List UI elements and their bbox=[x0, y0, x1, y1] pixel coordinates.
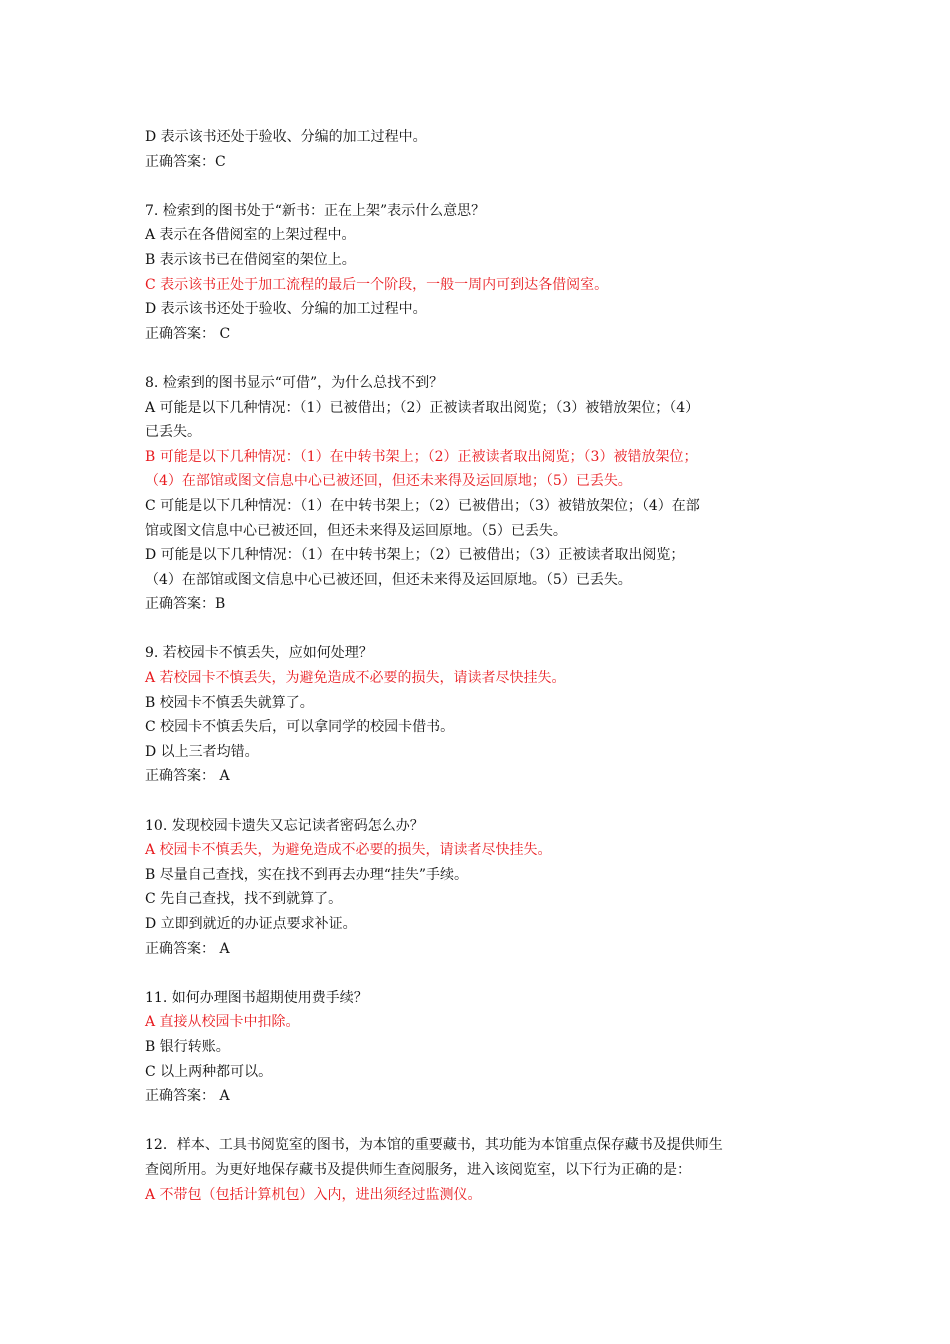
text-line: 正确答案： C bbox=[145, 325, 231, 342]
text-line: D 以上三者均错。 bbox=[145, 743, 259, 760]
text-line: C 可能是以下几种情况：（1）在中转书架上；（2）已被借出；（3）被错放架位；（4）在部 bbox=[145, 497, 700, 514]
paragraph-spacer bbox=[145, 617, 810, 642]
highlighted-answer-line: C 表示该书正处于加工流程的最后一个阶段，一般一周内可到达各借阅室。 bbox=[145, 276, 609, 293]
text-line: 正确答案： A bbox=[145, 768, 230, 785]
text-line: 查阅所用。为更好地保存藏书及提供师生查阅服务，进入该阅览室，以下行为正确的是： bbox=[145, 1161, 691, 1178]
text-line: 7. 检索到的图书处于“新书：正在上架”表示什么意思？ bbox=[145, 202, 486, 219]
highlighted-answer-line: A 直接从校园卡中扣除。 bbox=[145, 1014, 300, 1031]
text-line: B 银行转账。 bbox=[145, 1038, 230, 1055]
text-line: A 可能是以下几种情况：（1）已被借出；（2）正被读者取出阅览；（3）被错放架位；（4） bbox=[145, 399, 700, 416]
document-page bbox=[145, 125, 810, 1207]
text-line: 10. 发现校园卡遗失又忘记读者密码怎么办？ bbox=[145, 817, 424, 834]
text-line: 正确答案：C bbox=[145, 153, 226, 170]
text-line: 馆或图文信息中心已被还回，但还未来得及运回原地。（5）已丢失。 bbox=[145, 522, 567, 539]
text-line: C 以上两种都可以。 bbox=[145, 1063, 273, 1080]
text-line: D 可能是以下几种情况：（1）在中转书架上；（2）已被借出；（3）正被读者取出阅览； bbox=[145, 547, 685, 564]
text-line: C 先自己查找，找不到就算了。 bbox=[145, 891, 343, 908]
highlighted-answer-line: B 可能是以下几种情况：（1）在中转书架上；（2）正被读者取出阅览；（3）被错放架位； bbox=[145, 448, 698, 465]
paragraph-spacer bbox=[145, 174, 810, 199]
text-line: A 表示在各借阅室的上架过程中。 bbox=[145, 227, 356, 244]
paragraph-spacer bbox=[145, 961, 810, 986]
text-line: B 校园卡不慎丢失就算了。 bbox=[145, 694, 314, 711]
text-line: B 表示该书已在借阅室的架位上。 bbox=[145, 251, 356, 268]
text-line: 正确答案： A bbox=[145, 1088, 230, 1105]
text-line: C 校园卡不慎丢失后，可以拿同学的校园卡借书。 bbox=[145, 719, 455, 736]
text-line: D 立即到就近的办证点要求补证。 bbox=[145, 916, 357, 932]
text-line: 正确答案： A bbox=[145, 940, 230, 957]
text-line: D 表示该书还处于验收、分编的加工过程中。 bbox=[145, 129, 427, 145]
paragraph-spacer bbox=[145, 1109, 810, 1134]
highlighted-answer-line: A 校园卡不慎丢失，为避免造成不必要的损失，请读者尽快挂失。 bbox=[145, 842, 552, 859]
highlighted-answer-line: A 若校园卡不慎丢失，为避免造成不必要的损失，请读者尽快挂失。 bbox=[145, 670, 566, 687]
text-line: 8. 检索到的图书显示“可借”，为什么总找不到？ bbox=[145, 374, 444, 391]
text-line: 12．样本、工具书阅览室的图书，为本馆的重要藏书，其功能为本馆重点保存藏书及提供师生 bbox=[145, 1137, 723, 1154]
highlighted-answer-line: （4）在部馆或图文信息中心已被还回，但还未来得及运回原地；（5）已丢失。 bbox=[145, 473, 632, 490]
text-line: 9. 若校园卡不慎丢失，应如何处理？ bbox=[145, 645, 373, 662]
text-line: （4）在部馆或图文信息中心已被还回，但还未来得及运回原地。（5）已丢失。 bbox=[145, 571, 632, 588]
text-line: D 表示该书还处于验收、分编的加工过程中。 bbox=[145, 301, 427, 318]
text-line: B 尽量自己查找，实在找不到再去办理“挂失”手续。 bbox=[145, 866, 469, 883]
paragraph-spacer bbox=[145, 346, 810, 371]
text-line: 已丢失。 bbox=[145, 424, 201, 441]
paragraph-spacer bbox=[145, 789, 810, 814]
highlighted-answer-line: A 不带包（包括计算机包）入内，进出须经过监测仪。 bbox=[145, 1186, 482, 1203]
text-line: 11. 如何办理图书超期使用费手续？ bbox=[145, 989, 368, 1006]
text-line: 正确答案：B bbox=[145, 596, 226, 613]
